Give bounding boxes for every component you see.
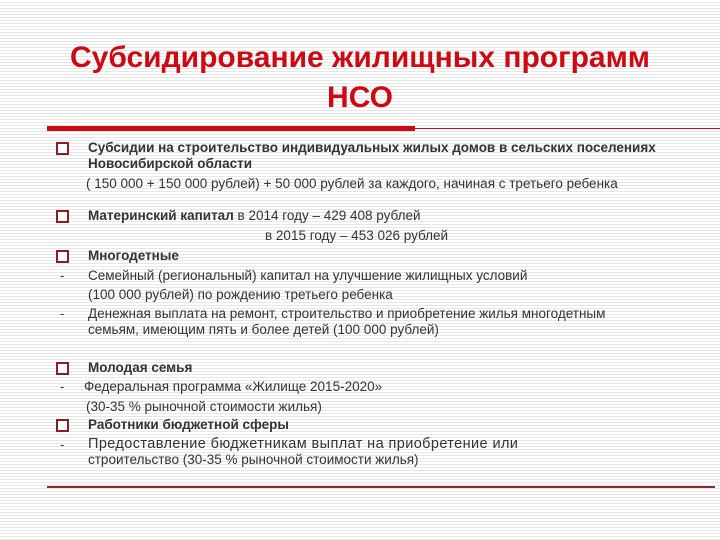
title-underline-thin <box>415 128 720 129</box>
section-heading: Многодетные <box>88 248 179 263</box>
section-line <box>88 208 688 224</box>
footer-divider <box>47 486 715 488</box>
list-item: (30-35 % рыночной стоимости жилья) <box>86 399 322 414</box>
list-item: Предоставление бюджетникам выплат на приобретение или <box>88 436 519 452</box>
dash-marker: - <box>60 306 65 321</box>
section-text: в 2015 году – 453 026 рублей <box>265 228 449 243</box>
list-item: строительство (30-35 % рыночной стоимости жилья) <box>88 452 419 467</box>
section-heading: Молодая семья <box>88 360 193 375</box>
section-heading: Материнский капитал <box>88 208 234 223</box>
section-heading: Субсидии на строительство индивидуальных жилых домов в сельских поселениях Новосибирской области <box>88 140 656 171</box>
square-bullet-icon <box>56 250 69 263</box>
slide-title: Субсидирование жилищных программ НСО <box>69 41 650 114</box>
list-item: (100 000 рублей) по рождению третьего ребенка <box>88 287 393 302</box>
list-item: Семейный (региональный) капитал на улучшение жилищных условий <box>88 268 528 283</box>
dash-marker: - <box>60 268 65 283</box>
square-bullet-icon <box>56 142 69 155</box>
dash-marker: - <box>60 379 65 394</box>
list-item: Денежная выплата на ремонт, строительство и приобретение жилья многодетным семьям, имеющим пять и более детей (100 000 рублей) <box>88 306 606 337</box>
square-bullet-icon <box>56 362 69 375</box>
dash-marker: - <box>60 437 65 452</box>
section-heading: Работники бюджетной сферы <box>88 417 289 432</box>
title-underline <box>47 126 415 131</box>
square-bullet-icon <box>56 210 69 223</box>
square-bullet-icon <box>56 419 69 432</box>
list-item: Федеральная программа «Жилище 2015-2020» <box>84 379 383 394</box>
section-text: ( 150 000 + 150 000 рублей) + 50 000 рублей за каждого, начиная с третьего ребенка <box>86 176 618 191</box>
section-text: в 2014 году – 429 408 рублей <box>237 208 421 223</box>
